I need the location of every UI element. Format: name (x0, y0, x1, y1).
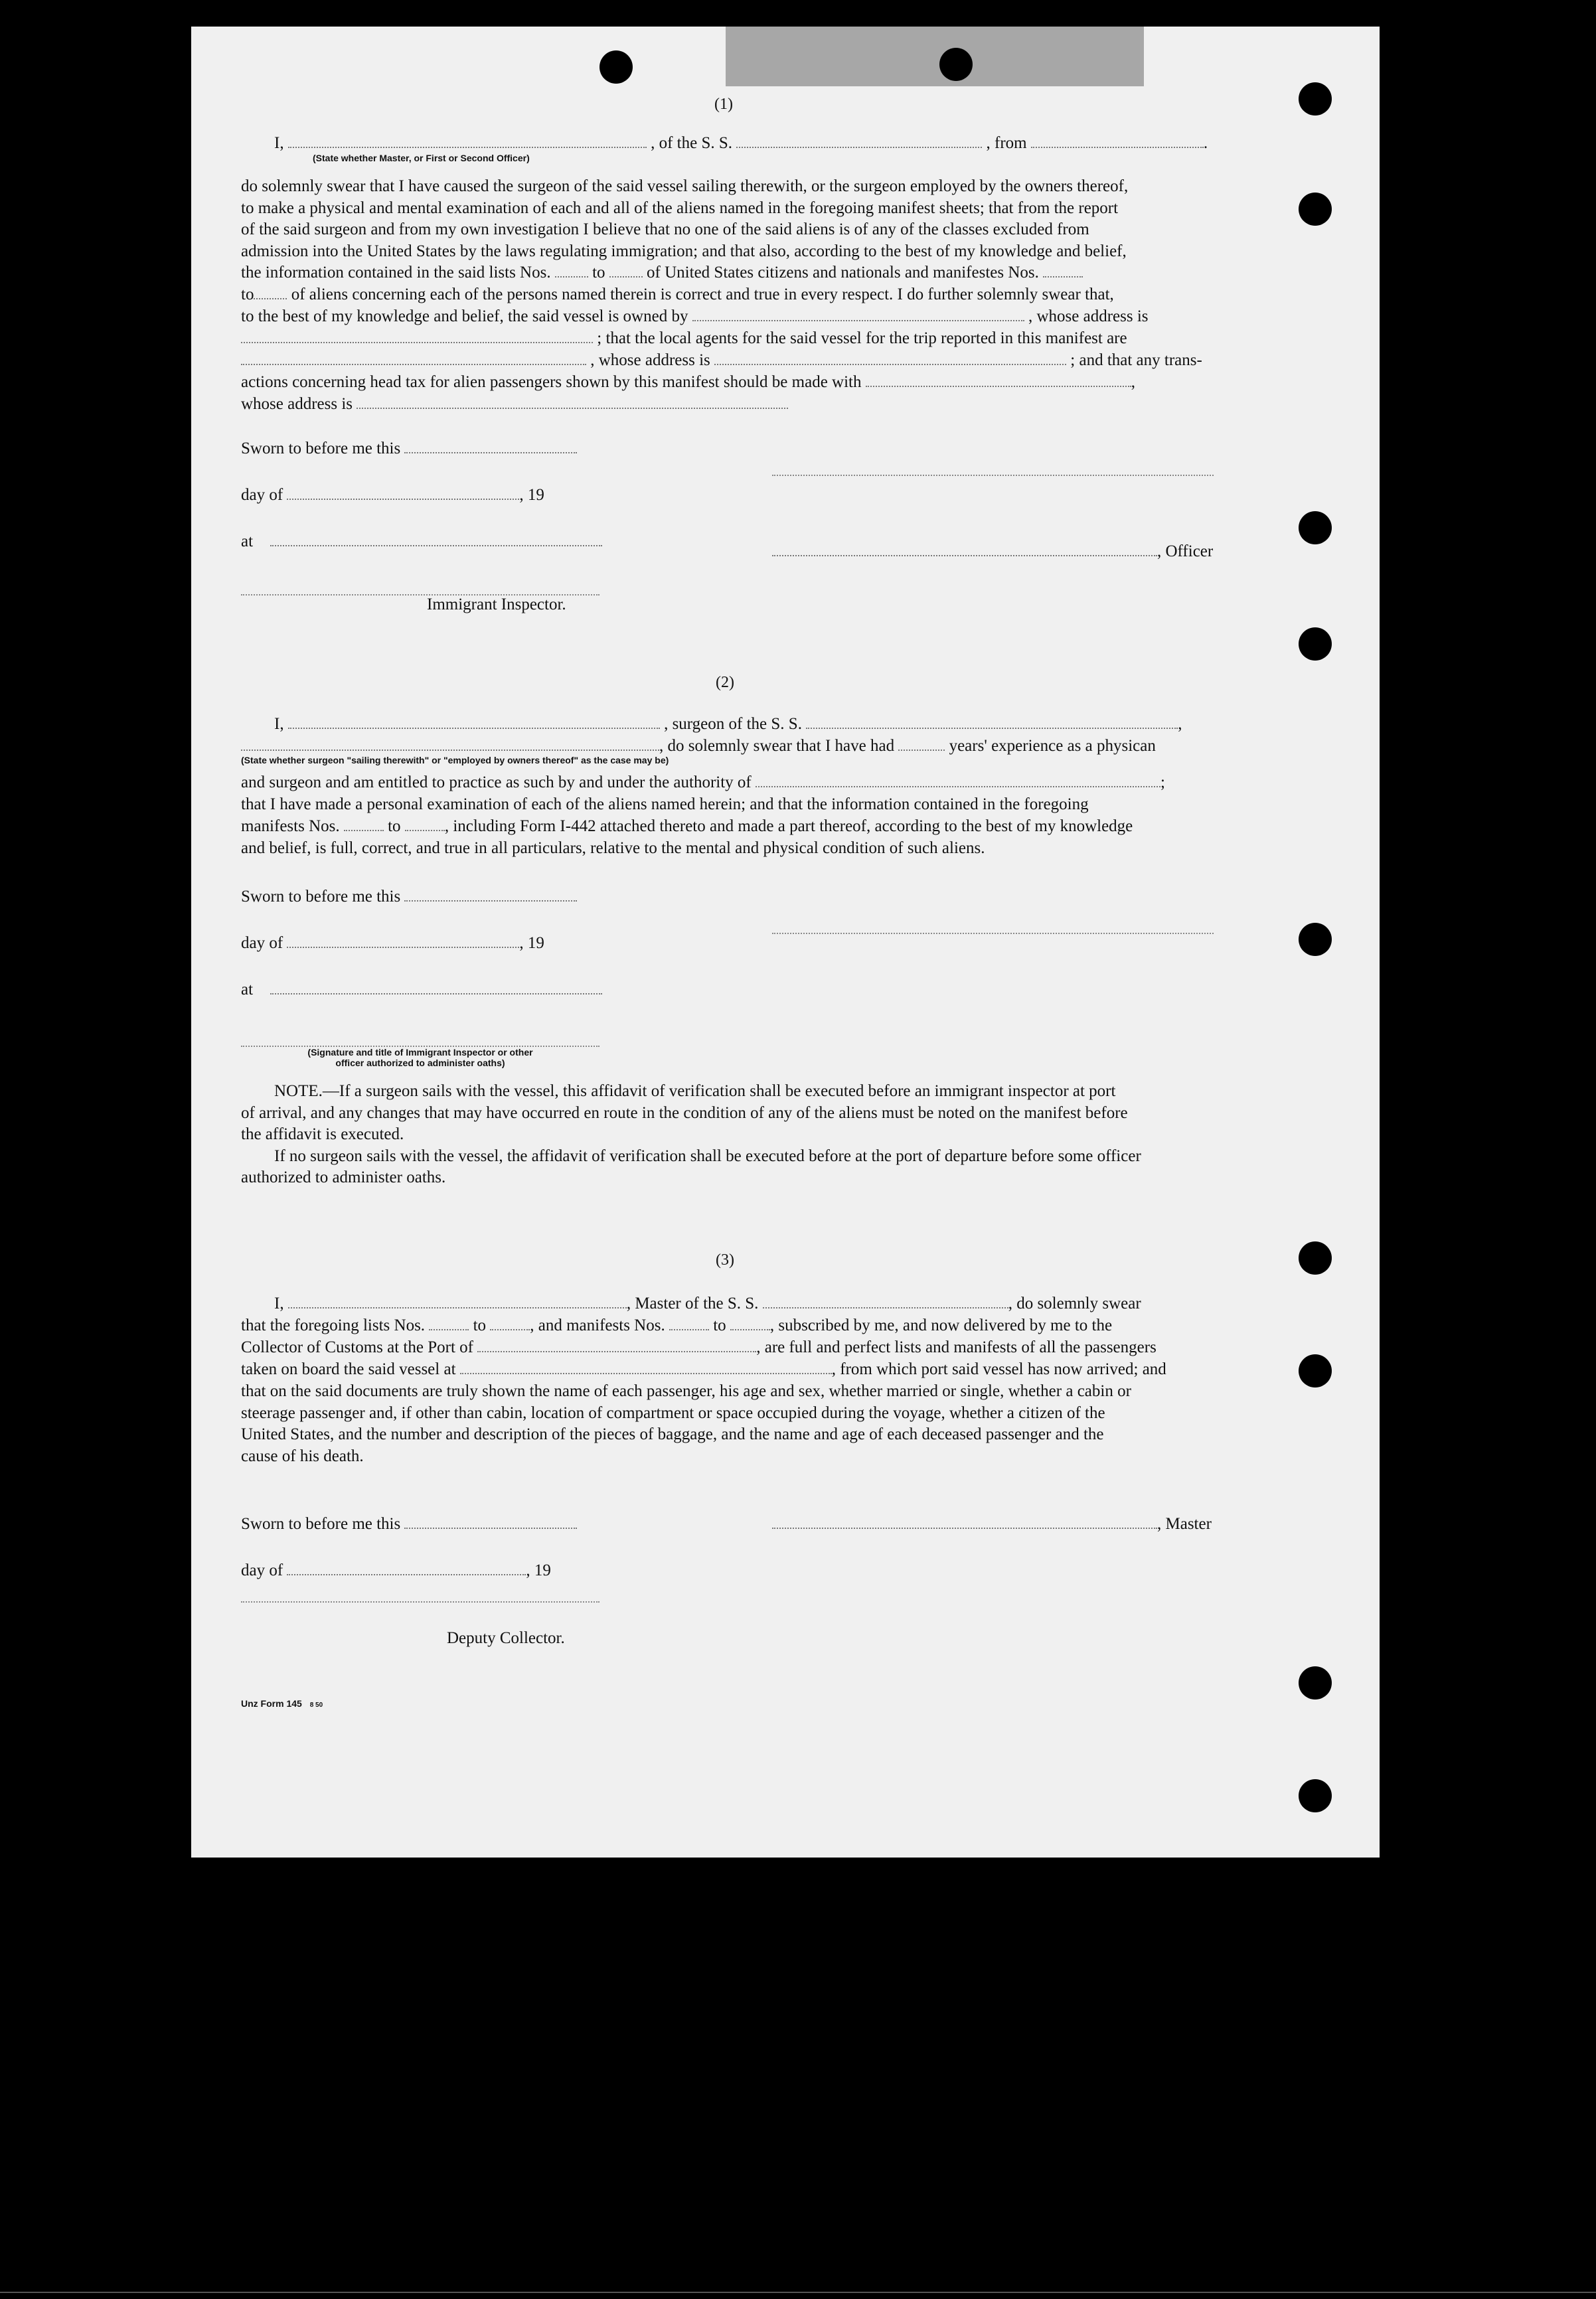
s3-day-of: day of , 19 (241, 1561, 551, 1579)
s1-officer-note: (State whether Master, or First or Second Officer) (313, 153, 530, 163)
s1-line-8: ; that the local agents for the said vessel for the trip reported in this manifest are (241, 328, 1127, 349)
s2-note2-line-1: If no surgeon sails with the vessel, the affidavit of verification shall be executed before at the port of departure before some officer (274, 1147, 1141, 1165)
s1-line-9: , whose address is ; and that any trans- (241, 350, 1202, 371)
s1-line-2: to make a physical and mental examination of each and all of the aliens named in the foregoing manifest sheets; that from the report (241, 198, 1119, 217)
punch-hole-right-6 (1299, 1241, 1332, 1275)
bottom-rule (0, 2292, 1596, 2293)
form-footer (241, 1698, 323, 1709)
s3-master: , Master (772, 1514, 1212, 1535)
s1-oath-line: I, , of the S. S. , from . (274, 134, 1208, 152)
s1-pronoun: I, (274, 134, 284, 152)
s2-line-5: manifests Nos. to , including Form I-442 attached thereto and made a part thereof, according to the best of my knowledge (241, 817, 1133, 835)
s2-line-6: and belief, is full, correct, and true in all particulars, relative to the mental and physical condition of such aliens. (241, 839, 985, 857)
s2-line-2: , do solemnly swear that I have had years' experience as a physican (241, 736, 1156, 757)
section-2-number: (2) (716, 674, 734, 691)
s1-line-3: of the said surgeon and from my own investigation I believe that no one of the said aliens is of any of the classes excluded from (241, 220, 1089, 238)
s1-line-4: admission into the United States by the laws regulating immigration; and that also, according to the best of my knowledge and belief, (241, 242, 1127, 260)
punch-hole-right-8 (1299, 1666, 1332, 1700)
punch-hole-right-4 (1299, 627, 1332, 661)
punch-hole-right-1 (1299, 82, 1332, 116)
punch-hole-right-7 (1299, 1354, 1332, 1387)
form-date: 8 50 (309, 1702, 323, 1709)
s1-line-11: whose address is (241, 394, 788, 415)
s2-signature-line (772, 933, 1214, 934)
s3-line-7: United States, and the number and description of the pieces of baggage, and the name and age of each deceased passenger and the (241, 1425, 1104, 1443)
s1-from-blank (1031, 133, 1204, 148)
s2-line-4: that I have made a personal examination of each of the aliens named herein; and that the information contained in the foregoing (241, 795, 1089, 813)
s3-line-8: cause of his death. (241, 1447, 364, 1465)
s2-note (241, 1081, 1216, 1189)
s2-note-line-1: NOTE.—If a surgeon sails with the vessel, this affidavit of verification shall be executed before an immigrant inspector at port (274, 1082, 1116, 1100)
s3-deputy-line (241, 1601, 599, 1603)
s2-note-line-3: the affidavit is executed. (241, 1125, 404, 1143)
s3-line-2: that the foregoing lists Nos. to , and manifests Nos. to , subscribed by me, and now delivered by me to the (241, 1316, 1113, 1334)
s1-at: at (241, 531, 602, 552)
s1-body-lines (241, 176, 1216, 262)
punch-hole-right-2 (1299, 193, 1332, 226)
s3-sworn: Sworn to before me this (241, 1514, 577, 1535)
form-sheet (191, 27, 1380, 1858)
s1-officer: , Officer (772, 541, 1213, 562)
s2-note-line-2: of arrival, and any changes that may have occurred en route in the condition of any of the aliens must be noted on the manifest before (241, 1103, 1128, 1122)
s3-line-1: I, , Master of the S. S. , do solemnly swear (274, 1295, 1141, 1312)
s1-day-of: day of , 19 (241, 486, 544, 504)
s3-body-lines (241, 1381, 1216, 1467)
s1-sworn: Sworn to before me this (241, 438, 577, 459)
s1-line-6: to of aliens concerning each of the persons named therein is correct and true in every respect. I do further solemnly swear that, (241, 285, 1114, 303)
s1-signature-line (772, 475, 1214, 476)
s1-line-7: to the best of my knowledge and belief, the said vessel is owned by , whose address is (241, 307, 1149, 325)
s1-officer-blank (288, 133, 647, 148)
s3-line-3: Collector of Customs at the Port of , are full and perfect lists and manifests of all the passengers (241, 1338, 1157, 1356)
punch-hole-top-center (939, 48, 973, 81)
s1-from-label: , from (986, 134, 1027, 152)
s1-vessel-label: , of the S. S. (651, 134, 733, 152)
s2-note2-line-2: authorized to administer oaths. (241, 1168, 446, 1186)
s1-line-1: do solemnly swear that I have caused the surgeon of the said vessel sailing therewith, or the surgeon employed by the owners thereof, (241, 177, 1129, 195)
section-3-number: (3) (716, 1251, 734, 1269)
s1-vessel-blank (736, 133, 982, 148)
s1-line-5: the information contained in the said lists Nos. to of United States citizens and nationals and manifestes Nos. (241, 262, 1083, 283)
punch-hole-right-3 (1299, 511, 1332, 544)
section-1-number: (1) (714, 96, 733, 113)
s3-line-4: taken on board the said vessel at , from which port said vessel has now arrived; and (241, 1360, 1166, 1378)
s2-line-1: I, , surgeon of the S. S. , (274, 715, 1182, 733)
s2-sworn: Sworn to before me this (241, 886, 577, 908)
s1-line-10: actions concerning head tax for alien passengers shown by this manifest should be made with , (241, 373, 1135, 391)
s2-at: at (241, 979, 602, 1000)
s2-surgeon-note: (State whether surgeon "sailing therewith" or "employed by owners thereof" as the case may be) (241, 755, 669, 765)
s3-line-6: steerage passenger and, if other than cabin, location of compartment or space occupied during the voyage, whether a citizen of the (241, 1403, 1105, 1422)
form-id: Unz Form 145 (241, 1698, 302, 1709)
s3-deputy-label: Deputy Collector. (447, 1629, 565, 1647)
s2-signature-note-2: officer authorized to administer oaths) (335, 1058, 505, 1068)
punch-hole-right-9 (1299, 1779, 1332, 1812)
s3-line-5: that on the said documents are truly shown the name of each passenger, his age and sex, whether married or single, whether a cabin or (241, 1382, 1131, 1400)
s2-signature-note-1: (Signature and title of Immigrant Inspector or other (307, 1047, 533, 1058)
tape-strip (726, 27, 1144, 86)
s2-line-3: and surgeon and am entitled to practice as such by and under the authority of ; (241, 773, 1165, 791)
s2-day-of: day of , 19 (241, 934, 544, 952)
punch-hole-right-5 (1299, 923, 1332, 956)
punch-hole-top-left (599, 50, 633, 84)
s1-inspector-label: Immigrant Inspector. (427, 595, 566, 613)
